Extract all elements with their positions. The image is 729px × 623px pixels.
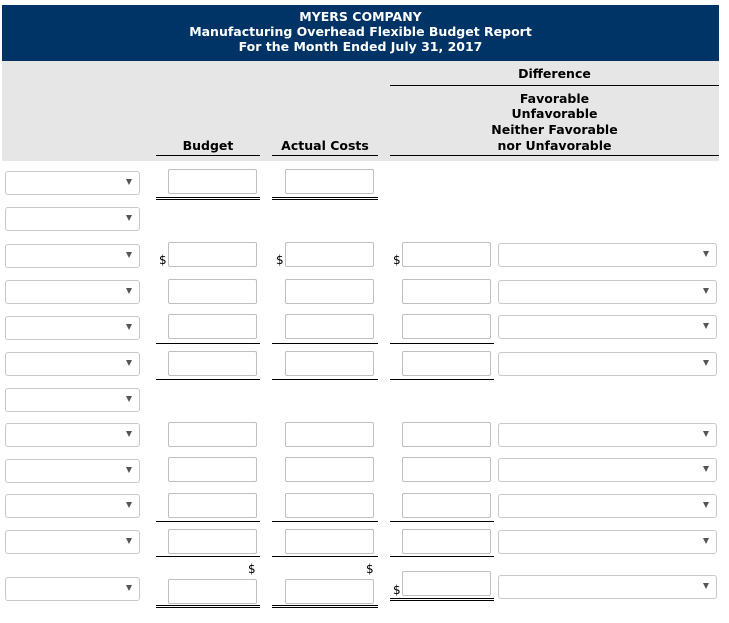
budget-input[interactable] — [168, 169, 257, 194]
subtotal-rule — [272, 521, 378, 522]
double-underline — [156, 605, 260, 608]
actual-input[interactable] — [285, 351, 374, 376]
row-label-select[interactable] — [5, 494, 140, 518]
dollar-sign: $ — [366, 562, 374, 576]
row-label-select[interactable] — [5, 577, 140, 601]
actual-total-input[interactable] — [285, 579, 374, 604]
row-label-select[interactable] — [5, 171, 140, 195]
subtotal-rule — [156, 379, 260, 380]
dollar-sign: $ — [393, 253, 401, 267]
row-label-select[interactable] — [5, 459, 140, 483]
subtotal-rule — [272, 379, 378, 380]
fav-unfav-select[interactable] — [498, 575, 717, 599]
actual-input[interactable] — [285, 169, 374, 194]
subtotal-rule — [390, 521, 494, 522]
dollar-sign: $ — [276, 253, 284, 267]
difference-input[interactable] — [402, 242, 491, 267]
actual-input[interactable] — [285, 457, 374, 482]
chevron-down-icon — [703, 583, 709, 589]
difference-input[interactable] — [402, 422, 491, 447]
actual-input[interactable] — [285, 314, 374, 339]
budget-input[interactable] — [168, 242, 257, 267]
chevron-down-icon — [126, 431, 132, 437]
fav-unfav-select[interactable] — [498, 243, 717, 267]
actual-header-rule — [272, 155, 378, 156]
budget-input[interactable] — [168, 279, 257, 304]
row-label-select[interactable] — [5, 280, 140, 304]
double-underline — [390, 598, 494, 601]
chevron-down-icon — [126, 324, 132, 330]
actual-input[interactable] — [285, 529, 374, 554]
actual-header: Actual Costs — [281, 138, 369, 153]
difference-header: Difference — [518, 66, 591, 81]
row-label-select[interactable] — [5, 352, 140, 376]
fav-header-line3: Neither Favorable — [491, 122, 618, 137]
report-title: Manufacturing Overhead Flexible Budget Report — [189, 24, 532, 39]
chevron-down-icon — [126, 360, 132, 366]
budget-input[interactable] — [168, 529, 257, 554]
subtotal-rule — [390, 379, 494, 380]
difference-rule — [390, 85, 719, 86]
chevron-down-icon — [703, 431, 709, 437]
chevron-down-icon — [126, 179, 132, 185]
actual-input[interactable] — [285, 422, 374, 447]
chevron-down-icon — [703, 466, 709, 472]
report-header — [2, 5, 719, 61]
fav-unfav-select[interactable] — [498, 423, 717, 447]
dollar-sign: $ — [248, 562, 256, 576]
fav-header-line1: Favorable — [519, 91, 590, 106]
chevron-down-icon — [703, 360, 709, 366]
actual-input[interactable] — [285, 493, 374, 518]
chevron-down-icon — [703, 251, 709, 257]
chevron-down-icon — [703, 538, 709, 544]
budget-input[interactable] — [168, 314, 257, 339]
chevron-down-icon — [126, 396, 132, 402]
chevron-down-icon — [126, 215, 132, 221]
difference-input[interactable] — [402, 279, 491, 304]
fav-unfav-select[interactable] — [498, 458, 717, 482]
fav-unfav-select[interactable] — [498, 494, 717, 518]
difference-input[interactable] — [402, 351, 491, 376]
budget-input[interactable] — [168, 422, 257, 447]
budget-total-input[interactable] — [168, 579, 257, 604]
double-underline — [272, 197, 378, 200]
total-rule — [390, 556, 494, 557]
total-rule — [272, 556, 378, 557]
fav-unfav-select[interactable] — [498, 530, 717, 554]
double-underline — [272, 605, 378, 608]
fav-unfav-select[interactable] — [498, 352, 717, 376]
row-label-select[interactable] — [5, 388, 140, 412]
budget-input[interactable] — [168, 351, 257, 376]
total-rule — [156, 556, 260, 557]
subtotal-rule — [272, 343, 378, 344]
fav-header-line2: Unfavorable — [511, 106, 598, 121]
actual-input[interactable] — [285, 279, 374, 304]
dollar-sign: $ — [159, 253, 167, 267]
budget-input[interactable] — [168, 493, 257, 518]
difference-input[interactable] — [402, 493, 491, 518]
budget-input[interactable] — [168, 457, 257, 482]
fav-unfav-select[interactable] — [498, 315, 717, 339]
difference-total-input[interactable] — [402, 571, 491, 596]
difference-input[interactable] — [402, 529, 491, 554]
row-label-select[interactable] — [5, 530, 140, 554]
actual-input[interactable] — [285, 242, 374, 267]
difference-input[interactable] — [402, 457, 491, 482]
chevron-down-icon — [703, 502, 709, 508]
fav-unfav-select[interactable] — [498, 280, 717, 304]
chevron-down-icon — [126, 585, 132, 591]
chevron-down-icon — [126, 502, 132, 508]
row-label-select[interactable] — [5, 207, 140, 231]
difference-header-rule — [390, 155, 719, 156]
dollar-sign: $ — [393, 583, 401, 597]
row-label-select[interactable] — [5, 244, 140, 268]
budget-header: Budget — [182, 138, 234, 153]
row-label-select[interactable] — [5, 316, 140, 340]
subtotal-rule — [390, 343, 494, 344]
budget-header-rule — [156, 155, 260, 156]
row-label-select[interactable] — [5, 423, 140, 447]
chevron-down-icon — [703, 288, 709, 294]
subtotal-rule — [156, 343, 260, 344]
chevron-down-icon — [126, 288, 132, 294]
company-name: MYERS COMPANY — [299, 9, 422, 24]
chevron-down-icon — [126, 252, 132, 258]
difference-input[interactable] — [402, 314, 491, 339]
chevron-down-icon — [703, 323, 709, 329]
report-period: For the Month Ended July 31, 2017 — [238, 39, 483, 54]
fav-header-line4: nor Unfavorable — [497, 138, 612, 153]
double-underline — [156, 197, 260, 200]
chevron-down-icon — [126, 538, 132, 544]
chevron-down-icon — [126, 467, 132, 473]
subtotal-rule — [156, 521, 260, 522]
